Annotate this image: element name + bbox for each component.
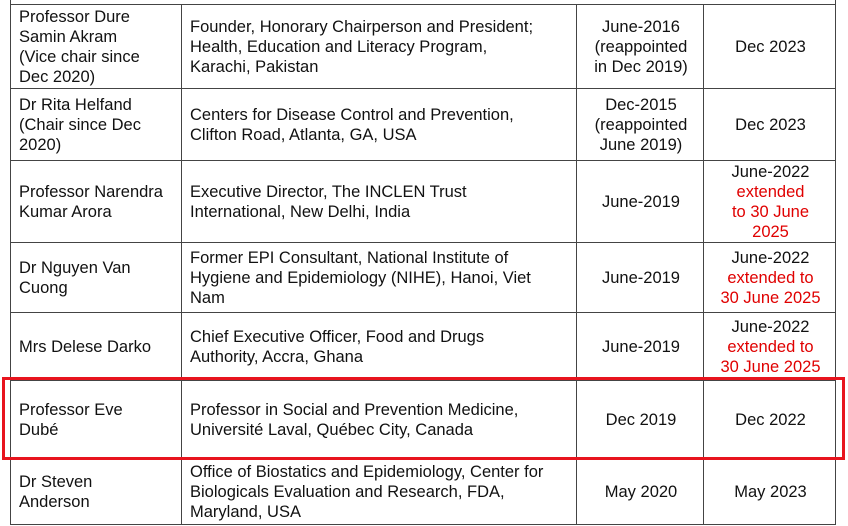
table-row — [11, 89, 836, 161]
affiliation-cell-line: Executive Director, The INCLEN Trust — [190, 182, 467, 201]
member-name-cell — [11, 313, 182, 381]
member-name-cell-line: Professor Dure — [19, 7, 130, 26]
member-name-cell-line: Professor Narendra — [19, 182, 163, 201]
member-name-cell-line: Professor Eve — [19, 400, 123, 419]
affiliation-cell — [182, 243, 577, 313]
start-date-cell-line: May 2020 — [604, 482, 678, 501]
table-row — [11, 381, 836, 459]
member-name-cell-line: (Vice chair since — [19, 47, 140, 66]
affiliation-cell-line: Founder, Honorary Chairperson and President; — [190, 17, 534, 36]
member-name-cell-line: Kumar Arora — [19, 202, 112, 221]
affiliation-cell-line: Hygiene and Epidemiology (NIHE), Hanoi, Viet — [190, 268, 531, 287]
affiliation-cell-line: Chief Executive Officer, Food and Drugs — [190, 327, 485, 346]
extension-note: extended to — [727, 337, 814, 356]
start-date-cell-line: June-2019 — [602, 192, 680, 211]
end-date: Dec 2022 — [735, 410, 806, 429]
member-name-cell — [11, 381, 182, 459]
start-date-cell-line: Dec 2019 — [605, 410, 677, 429]
table-row — [11, 161, 836, 243]
start-date-cell-line: in Dec 2019) — [594, 57, 688, 76]
extension-note: extended to — [727, 268, 814, 287]
member-name-cell-line: (Chair since Dec — [19, 115, 141, 134]
start-date-cell-line: June-2019 — [602, 268, 680, 287]
affiliation-cell-line: Authority, Accra, Ghana — [190, 347, 364, 366]
start-date-cell — [577, 381, 704, 459]
affiliation-cell — [182, 161, 577, 243]
extension-note: to 30 June — [731, 202, 810, 221]
extension-note: 30 June 2025 — [720, 288, 821, 307]
member-name-cell — [11, 161, 182, 243]
affiliation-cell-line: Centers for Disease Control and Prevention, — [190, 105, 514, 124]
member-name-cell-line: 2020) — [19, 135, 62, 154]
member-name-cell — [11, 5, 182, 89]
end-date-cell — [704, 243, 836, 313]
start-date-cell-line: (reappointed — [594, 115, 688, 134]
member-name-cell-line: Cuong — [19, 278, 68, 297]
start-date-cell-line: (reappointed — [594, 37, 688, 56]
table-row — [11, 313, 836, 381]
start-date-cell-line: June 2019) — [599, 135, 683, 154]
affiliation-cell — [182, 313, 577, 381]
end-date-cell — [704, 161, 836, 243]
member-name-cell-line: Dr Steven — [19, 472, 93, 491]
affiliation-cell-line: Office of Biostatics and Epidemiology, Center for — [190, 462, 544, 481]
end-date-cell — [704, 89, 836, 161]
start-date-cell-line: June-2019 — [602, 337, 680, 356]
member-name-cell-line: Samin Akram — [19, 27, 118, 46]
affiliation-cell-line: International, New Delhi, India — [190, 202, 411, 221]
table-row — [11, 243, 836, 313]
affiliation-cell — [182, 459, 577, 525]
affiliation-cell-line: Université Laval, Québec City, Canada — [190, 420, 474, 439]
table-row — [11, 5, 836, 89]
members-table — [10, 4, 836, 525]
end-date-cell — [704, 381, 836, 459]
affiliation-cell-line: Clifton Road, Atlanta, GA, USA — [190, 125, 417, 144]
affiliation-cell-line: Maryland, USA — [190, 502, 301, 521]
end-date: June-2022 — [731, 248, 810, 267]
affiliation-cell — [182, 5, 577, 89]
start-date-cell — [577, 313, 704, 381]
table-row — [11, 459, 836, 525]
affiliation-cell-line: Karachi, Pakistan — [190, 57, 319, 76]
start-date-cell — [577, 459, 704, 525]
end-date: June-2022 — [731, 317, 810, 336]
start-date-cell-line: Dec-2015 — [605, 95, 677, 114]
end-date: May 2023 — [734, 482, 807, 501]
end-date: June-2022 — [731, 162, 810, 181]
affiliation-cell-line: Health, Education and Literacy Program, — [190, 37, 488, 56]
member-name-cell-line: Anderson — [19, 492, 90, 511]
affiliation-cell-line: Professor in Social and Prevention Medicine, — [190, 400, 519, 419]
extension-note: 30 June 2025 — [720, 357, 821, 376]
member-name-cell-line: Mrs Delese Darko — [19, 337, 152, 356]
member-name-cell-line: Dr Nguyen Van — [19, 258, 131, 277]
member-name-cell-line: Dr Rita Helfand — [19, 95, 132, 114]
start-date-cell — [577, 243, 704, 313]
end-date-cell — [704, 459, 836, 525]
member-name-cell-line: Dubé — [19, 420, 59, 439]
member-name-cell — [11, 89, 182, 161]
affiliation-cell-line: Nam — [190, 288, 225, 307]
members-table-body — [11, 5, 836, 525]
affiliation-cell — [182, 89, 577, 161]
member-name-cell — [11, 243, 182, 313]
extension-note: extended — [736, 182, 805, 201]
end-date-cell — [704, 5, 836, 89]
affiliation-cell-line: Former EPI Consultant, National Institute of — [190, 248, 509, 267]
end-date-cell — [704, 313, 836, 381]
start-date-cell — [577, 161, 704, 243]
affiliation-cell — [182, 381, 577, 459]
member-name-cell-line: Dec 2020) — [19, 67, 96, 86]
end-date: Dec 2023 — [735, 37, 806, 56]
start-date-cell-line: June-2016 — [602, 17, 680, 36]
affiliation-cell-line: Biologicals Evaluation and Research, FDA, — [190, 482, 505, 501]
member-name-cell — [11, 459, 182, 525]
end-date: Dec 2023 — [735, 115, 806, 134]
start-date-cell — [577, 5, 704, 89]
members-table-wrapper — [10, 4, 836, 525]
start-date-cell — [577, 89, 704, 161]
extension-note: 2025 — [752, 222, 789, 241]
